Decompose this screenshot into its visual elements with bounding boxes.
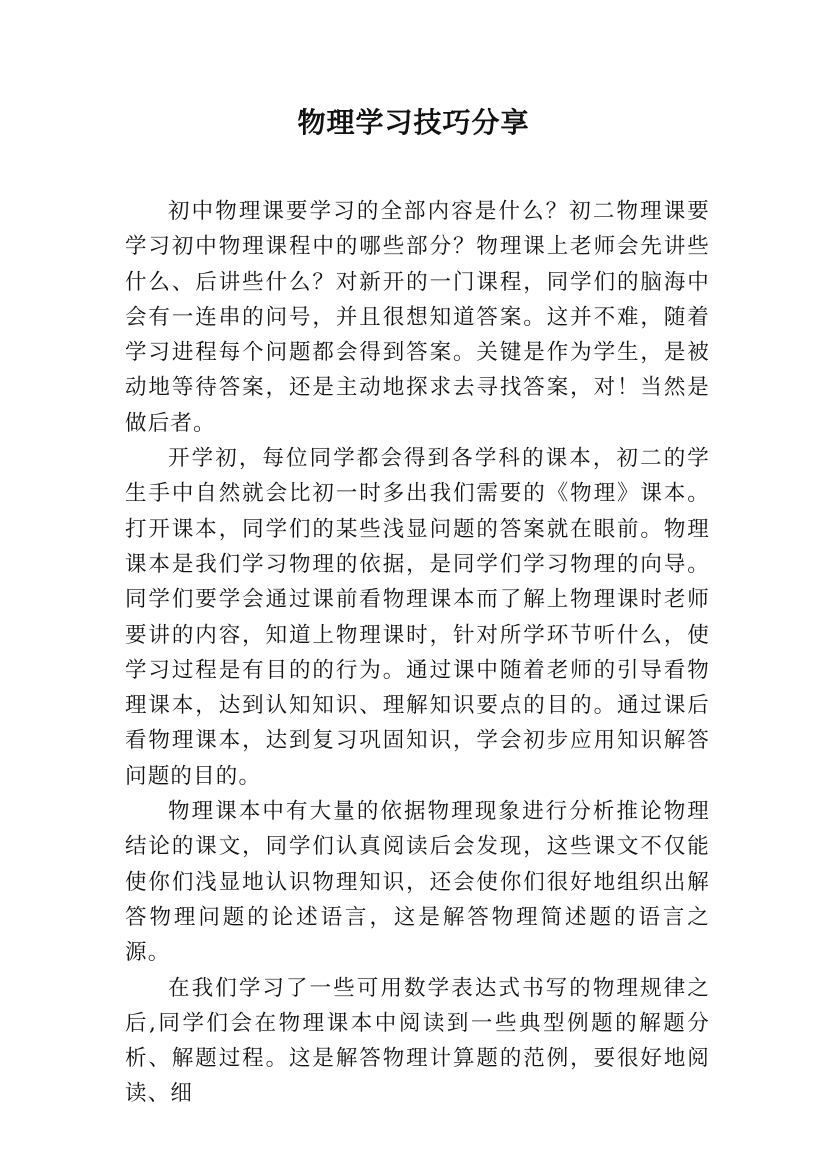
paragraph-2: 开学初，每位同学都会得到各学科的课本，初二的学生手中自然就会比初一时多出我们需要的《物理》课本。打开课本，同学们的某些浅显问题的答案就在眼前。物理课本是我们学习物理的依据，是同学们学习物理的向导。同学们要学会通过课前看物理课本而了解上物理课时老师要讲的内容，知道上物理课时，针对所学环节听什么，使学习过程是有目的的行为。通过课中随着老师的引导看物理课本，达到认知知识、理解知识要点的目的。通过课后看物理课本，达到复习巩固知识，学会初步应用知识解答问题的目的。: [125, 446, 710, 789]
paragraph-3: 物理课本中有大量的依据物理现象进行分析推论物理结论的课文，同学们认真阅读后会发现，这些课文不仅能使你们浅显地认识物理知识，还会使你们很好地组织出解答物理问题的论述语言，这是解答物理简述题的语言之源。: [125, 799, 710, 966]
document-body: [125, 194, 710, 1112]
paragraph-1: 初中物理课要学习的全部内容是什么？初二物理课要学习初中物理课程中的哪些部分？物理课上老师会先讲些什么、后讲些什么？对新开的一门课程，同学们的脑海中会有一连串的问号，并且很想知道答案。这并不难，随着学习进程每个问题都会得到答案。关键是作为学生，是被动地等待答案，还是主动地探求去寻找答案，对！当然是做后者。: [125, 199, 710, 436]
document-title: 物理学习技巧分享: [297, 106, 530, 139]
paragraph-4: 在我们学习了一些可用数学表达式书写的物理规律之后,同学们会在物理课本中阅读到一些典型例题的解题分析、解题过程。这是解答物理计算题的范例，要很好地阅读、细: [125, 975, 710, 1107]
